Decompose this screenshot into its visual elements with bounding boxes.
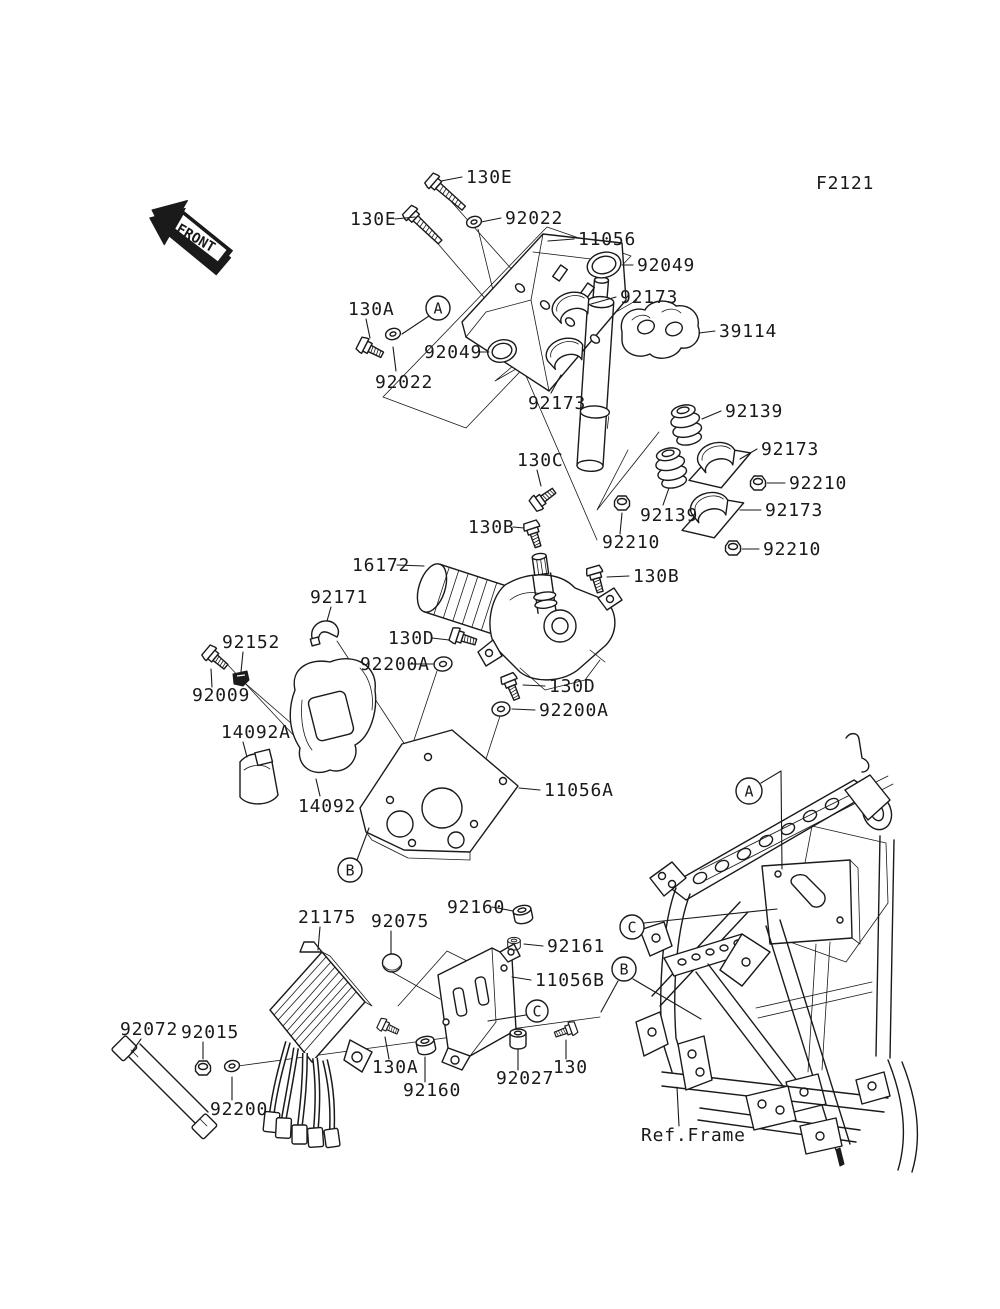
part-label-92015: 92015 xyxy=(181,1022,240,1043)
part-label-130B: 130B xyxy=(468,517,515,538)
part-label-92072: 92072 xyxy=(120,1019,179,1040)
nut-92210-2 xyxy=(615,496,630,510)
leader-130A xyxy=(385,1037,389,1059)
leader-Ref.Frame xyxy=(677,1087,679,1126)
part-label-14092A: 14092A xyxy=(221,722,291,743)
part-label-92139: 92139 xyxy=(725,401,784,422)
callout-leader-B xyxy=(633,979,701,1019)
part-label-92210: 92210 xyxy=(602,532,661,553)
bolt-130a-2 xyxy=(376,1017,400,1037)
callout-A xyxy=(426,296,450,320)
part-label-92049: 92049 xyxy=(637,255,696,276)
washer-92200 xyxy=(224,1059,241,1072)
front-arrow-text: FRONT xyxy=(173,221,218,257)
part-label-92160: 92160 xyxy=(403,1080,462,1101)
part-label-92009: 92009 xyxy=(192,685,251,706)
boot-92139-lower xyxy=(653,445,690,490)
part-label-130: 130 xyxy=(553,1057,588,1078)
ecu-21175-drawing xyxy=(263,942,372,1148)
front-direction-arrow xyxy=(140,187,245,276)
leader-92139 xyxy=(663,488,669,505)
part-label-Ref.Frame: Ref.Frame xyxy=(641,1125,746,1146)
part-label-39114: 39114 xyxy=(719,321,778,342)
leader-130E xyxy=(441,177,462,181)
part-label-11056: 11056 xyxy=(578,229,637,250)
boot-92139-upper xyxy=(668,402,705,447)
part-label-130D: 130D xyxy=(388,628,435,649)
bolt-130 xyxy=(553,1021,578,1041)
part-label-92173: 92173 xyxy=(620,287,679,308)
leader-130C xyxy=(537,470,541,486)
hose-92072-drawing xyxy=(111,1035,217,1139)
callout-C xyxy=(526,1000,548,1022)
part-label-F2121: F2121 xyxy=(816,173,875,194)
cover-14092-drawing xyxy=(290,659,375,773)
bolt-130e-2 xyxy=(401,204,445,247)
leader-11056B xyxy=(512,977,531,980)
collar-92027 xyxy=(510,1029,526,1049)
part-label-92075: 92075 xyxy=(371,911,430,932)
part-label-14092: 14092 xyxy=(298,796,357,817)
plug-92075 xyxy=(383,954,402,972)
part-label-130A: 130A xyxy=(372,1057,419,1078)
washer-92022-2 xyxy=(384,327,401,342)
callout-B xyxy=(612,957,636,981)
clamp-92173-3 xyxy=(683,436,757,494)
part-label-130B: 130B xyxy=(633,566,680,587)
callout-leader-B xyxy=(357,828,369,860)
part-label-92200A: 92200A xyxy=(539,700,609,721)
part-label-92161: 92161 xyxy=(547,936,606,957)
damper-92160-1 xyxy=(512,904,533,925)
part-label-92022: 92022 xyxy=(505,208,564,229)
callout-A xyxy=(736,778,762,804)
leader-130D xyxy=(523,685,545,686)
leader-39114 xyxy=(699,331,715,333)
bracket-11056b-drawing xyxy=(438,944,520,1070)
part-label-92210: 92210 xyxy=(789,473,848,494)
washer-92022-1 xyxy=(465,215,482,230)
part-label-92139: 92139 xyxy=(640,505,699,526)
nut-92210-1 xyxy=(751,476,766,490)
leader-21175 xyxy=(318,927,320,950)
leader-130A xyxy=(366,319,370,338)
bolt-130b-2 xyxy=(585,565,608,594)
bolt-130d-2 xyxy=(500,672,525,702)
part-label-92152: 92152 xyxy=(222,632,281,653)
leader-92022 xyxy=(393,347,396,371)
part-label-92200: 92200 xyxy=(210,1099,269,1120)
callout-letter-B: B xyxy=(345,861,355,880)
leader-92139 xyxy=(702,411,721,419)
cover-14092a-drawing xyxy=(240,749,278,804)
callout-letter-A: A xyxy=(433,299,443,318)
leader-14092A xyxy=(243,742,247,757)
part-label-16172: 16172 xyxy=(352,555,411,576)
leader-130B xyxy=(513,527,524,528)
damper-92160-2 xyxy=(415,1035,436,1056)
callout-B xyxy=(338,858,362,882)
part-label-92049: 92049 xyxy=(424,342,483,363)
part-label-92173: 92173 xyxy=(765,500,824,521)
clip-92171-drawing xyxy=(310,621,338,646)
callout-letter-A: A xyxy=(744,782,754,801)
part-label-130D: 130D xyxy=(549,676,596,697)
bolt-130c xyxy=(528,484,558,512)
part-label-11056A: 11056A xyxy=(544,780,614,801)
bolt-130d-1 xyxy=(449,626,479,649)
part-label-11056B: 11056B xyxy=(535,970,605,991)
callout-leader-C xyxy=(644,909,777,923)
nut-92210-3 xyxy=(726,541,741,555)
part-label-130C: 130C xyxy=(517,450,564,471)
leader-92210 xyxy=(620,513,622,534)
part-label-92022: 92022 xyxy=(375,372,434,393)
leader-11056A xyxy=(519,788,540,790)
bolt-130b-1 xyxy=(522,520,545,550)
callout-C xyxy=(620,915,644,939)
callout-letter-C: C xyxy=(627,918,637,937)
part-label-92200A: 92200A xyxy=(360,654,430,675)
leader-130B xyxy=(607,576,629,577)
part-label-92027: 92027 xyxy=(496,1068,555,1089)
part-label-92210: 92210 xyxy=(763,539,822,560)
part-label-130E: 130E xyxy=(466,167,513,188)
part-label-130A: 130A xyxy=(348,299,395,320)
part-label-21175: 21175 xyxy=(298,907,357,928)
leader-92022 xyxy=(481,218,501,222)
leader-92171 xyxy=(327,607,331,621)
leader-92161 xyxy=(524,944,543,946)
nut-92015 xyxy=(196,1061,211,1075)
callout-leader-A xyxy=(402,316,429,334)
callout-letter-C: C xyxy=(532,1002,542,1021)
leader-92200A xyxy=(512,709,535,710)
part-label-92160: 92160 xyxy=(447,897,506,918)
damper-92152-drawing xyxy=(233,671,249,686)
bolt-130e-1 xyxy=(424,172,469,214)
part-label-130E: 130E xyxy=(350,209,397,230)
part-label-92173: 92173 xyxy=(528,393,587,414)
leader-14092 xyxy=(316,779,320,796)
leader-92152 xyxy=(241,652,243,672)
plate-11056a-drawing xyxy=(360,730,518,860)
callout-letter-B: B xyxy=(619,960,629,979)
washer-92200a-1 xyxy=(433,656,453,673)
bolt-130a-1 xyxy=(355,336,385,362)
holder-39114-drawing xyxy=(621,301,699,358)
ecu-wire-harness xyxy=(263,1042,340,1148)
washer-92200a-2 xyxy=(491,701,511,718)
part-label-92173: 92173 xyxy=(761,439,820,460)
part-label-92171: 92171 xyxy=(310,587,369,608)
